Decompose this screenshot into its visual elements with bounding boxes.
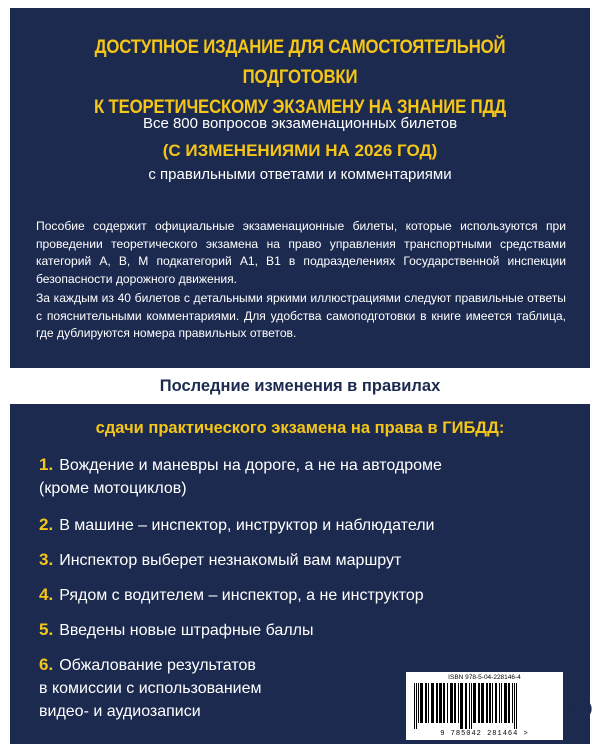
barcode-bar xyxy=(481,683,484,723)
barcode-bar xyxy=(514,683,515,729)
barcode-bar xyxy=(516,683,517,729)
description-paragraph-2: За каждым из 40 билетов с детальными яркими иллюстрациями следуют правильные ответы с пояснительными комментариями. Для удобства самоподготовки в книге имеется таблица, где дублируются номера правильных ответов. xyxy=(36,291,566,340)
barcode-bar xyxy=(414,683,415,729)
barcode-bar xyxy=(428,683,429,723)
barcode-bar xyxy=(501,683,502,723)
barcode-bar xyxy=(478,683,480,723)
barcode-bar xyxy=(471,683,472,729)
change-item-6 xyxy=(39,653,399,723)
change-text: В машине – инспектор, инструктор и наблюдатели xyxy=(59,517,435,534)
top-info-panel xyxy=(10,8,590,368)
change-item-2 xyxy=(39,513,559,537)
isbn-label: ISBN 978-5-04-228146-4 xyxy=(448,674,521,681)
barcode-bar xyxy=(450,683,453,723)
change-item-5 xyxy=(39,618,559,642)
barcode-bar xyxy=(465,683,467,729)
changes-section-title: Последние изменения в правилах xyxy=(159,377,441,395)
barcode-bar xyxy=(486,683,488,723)
barcode-bar xyxy=(492,683,493,723)
barcode-bar xyxy=(458,683,459,723)
publisher-e-logo-icon xyxy=(568,690,594,728)
barcode-bar xyxy=(418,683,419,723)
change-number: 6. xyxy=(39,655,54,674)
barcode-bar xyxy=(508,683,510,723)
barcode-bar xyxy=(489,683,491,723)
description-paragraph-1: Пособие содержит официальные экзаменационные билеты, которые используются при проведении теоретического экзамена на право управления транспортными средствами категорий A, B, M подкатегорий A1, B1 в подразделениях Государственной инспекции безопасности дорожного движения. xyxy=(36,219,566,286)
barcode-bar xyxy=(416,683,417,729)
change-number: 3. xyxy=(39,550,54,569)
change-text: Введены новые штрафные баллы xyxy=(59,622,314,639)
headline-line-2: К ТЕОРЕТИЧЕСКОМУ ЭКЗАМЕНУ НА ЗНАНИЕ ПДД xyxy=(93,96,507,118)
barcode-bar xyxy=(504,683,507,723)
barcode-bar xyxy=(469,683,470,729)
barcode-bar xyxy=(454,683,456,723)
change-item-1 xyxy=(39,453,559,500)
change-item-3 xyxy=(39,548,559,572)
change-number: 4. xyxy=(39,585,54,604)
barcode-bar xyxy=(499,683,500,723)
change-text-line-2: (кроме мотоциклов) xyxy=(39,480,187,497)
change-number: 2. xyxy=(39,515,54,534)
barcode-bar xyxy=(420,683,423,723)
barcode-bar xyxy=(512,683,513,723)
barcode-bar xyxy=(425,683,427,723)
barcode-bar xyxy=(473,683,476,723)
barcode-bar xyxy=(447,683,448,723)
subtitle-questions: Все 800 вопросов экзаменационных билетов xyxy=(142,115,458,132)
barcode-bar xyxy=(436,683,438,723)
change-text: Обжалование результатов xyxy=(59,657,256,674)
change-text: Рядом с водителем – инспектор, а не инструктор xyxy=(59,587,424,604)
change-item-4 xyxy=(39,583,559,607)
change-text: Инспектор выберет незнакомый вам маршрут xyxy=(59,552,402,569)
barcode-bar xyxy=(460,683,463,729)
barcode-bar xyxy=(443,683,445,723)
subtitle-changes-highlight: (С ИЗМЕНЕНИЯМИ НА 2026 ГОД) xyxy=(162,141,438,160)
change-text-line-2: в комиссии с использованием xyxy=(39,680,262,697)
isbn-barcode xyxy=(406,672,563,740)
barcode-bar xyxy=(495,683,497,723)
barcode-bar xyxy=(431,683,434,723)
changes-subtitle: сдачи практического экзамена на права в ГИБДД: xyxy=(95,419,505,437)
barcode-digits: 9 785042 281464 > xyxy=(440,730,529,738)
change-text: Вождение и маневры на дороге, а не на автодроме xyxy=(59,457,442,474)
headline xyxy=(51,32,550,122)
change-text-line-3: видео- и аудиозаписи xyxy=(39,703,201,720)
change-number: 5. xyxy=(39,620,54,639)
change-number: 1. xyxy=(39,455,54,474)
headline-line-1: ДОСТУПНОЕ ИЗДАНИЕ ДЛЯ САМОСТОЯТЕЛЬНОЙ ПОДГОТОВКИ xyxy=(94,36,506,88)
subtitle-answers: с правильными ответами и комментариями xyxy=(148,166,452,183)
barcode-bars xyxy=(412,683,557,729)
barcode-bar xyxy=(439,683,442,723)
